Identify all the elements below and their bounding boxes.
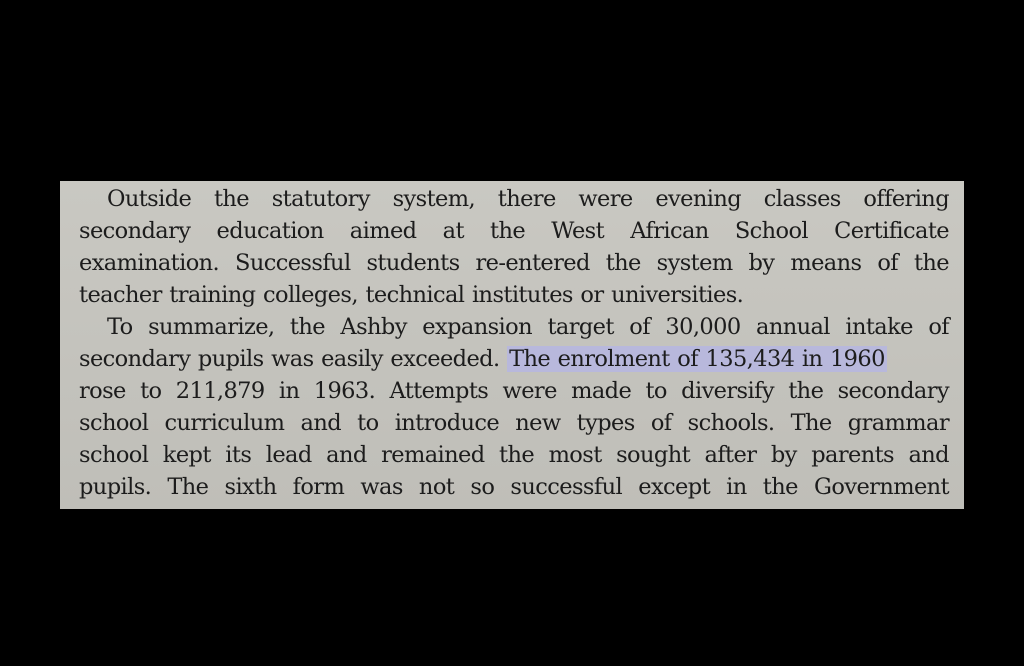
paragraph1-line-4: teacher training colleges, technical institutes or universities. xyxy=(79,282,744,308)
book-page-excerpt xyxy=(60,181,964,509)
paragraph1-line-1: Outside the statutory system, there were evening classes offering xyxy=(107,186,949,212)
paragraph2-line-2-text: secondary pupils was easily exceeded. xyxy=(79,346,508,372)
paragraph2-line-5: school kept its lead and remained the most sought after by parents and xyxy=(79,442,949,468)
paragraph2-line-3: rose to 211,879 in 1963. Attempts were made to diversify the secondary xyxy=(79,378,949,404)
paragraph1-line-3: examination. Successful students re-entered the system by means of the xyxy=(79,250,949,276)
paragraph2-line-2 xyxy=(79,343,949,375)
paragraph1-line-2: secondary education aimed at the West African School Certificate xyxy=(79,218,949,244)
body-text xyxy=(79,183,949,503)
paragraph2-line-4: school curriculum and to introduce new types of schools. The grammar xyxy=(79,410,949,436)
paragraph2-line-1: To summarize, the Ashby expansion target of 30,000 annual intake of xyxy=(107,314,949,340)
paragraph2-line-6: pupils. The sixth form was not so successful except in the Government xyxy=(79,474,949,500)
highlighted-text: The enrolment of 135,434 in 1960 xyxy=(509,346,885,372)
